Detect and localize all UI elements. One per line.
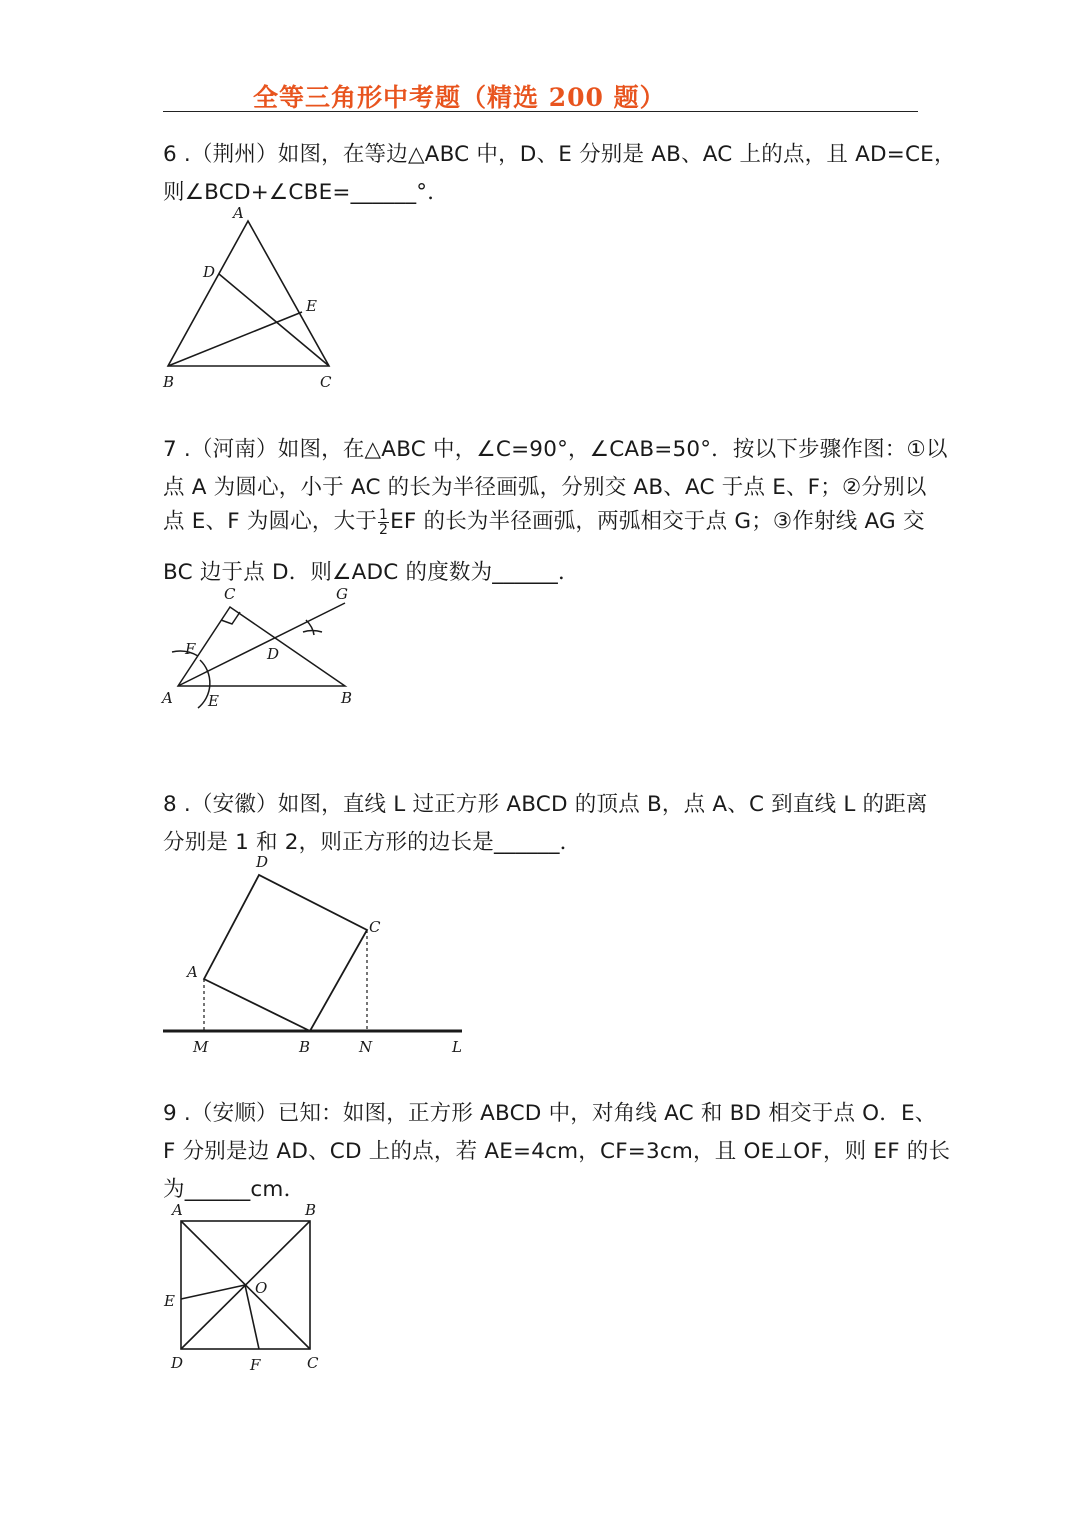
label-b-8: B bbox=[299, 1038, 311, 1056]
label-c-7: C bbox=[224, 585, 236, 603]
problem-7-line-4: BC 边于点 D．则∠ADC 的度数为______． bbox=[163, 560, 580, 585]
problem-7-line-2: 点 A 为圆心，小于 AC 的长为半径画弧，分别交 AB、AC 于点 E、F；②分别以 bbox=[163, 475, 927, 500]
label-e-9: E bbox=[164, 1292, 175, 1310]
label-o-9: O bbox=[255, 1279, 268, 1297]
fraction-denominator: 2 bbox=[379, 521, 389, 538]
label-a-7: A bbox=[162, 689, 173, 707]
label-a: A bbox=[233, 204, 244, 222]
problem-7-line-3-text: 点 E、F 为圆心，大于 bbox=[163, 509, 378, 534]
label-c-9: C bbox=[307, 1354, 319, 1372]
fraction-numerator: 1 bbox=[379, 506, 389, 523]
label-a-8: A bbox=[187, 963, 198, 981]
label-a-9: A bbox=[172, 1201, 183, 1219]
problem-8-line-1: 8 .（安徽）如图，直线 L 过正方形 ABCD 的顶点 B，点 A、C 到直线 L 的距离 bbox=[163, 792, 928, 817]
problem-7-line-3-text-2: EF 的长为半径画弧，两弧相交于点 G；③作射线 AG 交 bbox=[390, 509, 925, 534]
label-d-9: D bbox=[171, 1354, 184, 1372]
label-b-7: B bbox=[341, 689, 353, 707]
label-f-7: F bbox=[185, 640, 196, 658]
label-c-8: C bbox=[369, 918, 381, 936]
label-b: B bbox=[163, 373, 175, 391]
label-c: C bbox=[320, 373, 332, 391]
label-e: E bbox=[306, 297, 317, 315]
problem-6-line-1: 6 .（荆州）如图，在等边△ABC 中，D、E 分别是 AB、AC 上的点，且 AD=CE， bbox=[163, 142, 956, 167]
problem-9-line-1: 9 .（安顺）已知：如图，正方形 ABCD 中，对角线 AC 和 BD 相交于点 O．E、 bbox=[163, 1101, 937, 1126]
problem-8-line-2: 分别是 1 和 2，则正方形的边长是______． bbox=[163, 830, 582, 855]
problem-9-line-3: 为______cm． bbox=[163, 1177, 306, 1202]
label-e-7: E bbox=[208, 692, 219, 710]
label-m-8: M bbox=[193, 1038, 209, 1056]
label-g-7: G bbox=[336, 585, 348, 603]
label-l-8: L bbox=[452, 1038, 462, 1056]
problem-7-line-1: 7 .（河南）如图，在△ABC 中，∠C=90°，∠CAB=50°．按以下步骤作图：①以 bbox=[163, 437, 948, 462]
segment-oe bbox=[181, 1285, 245, 1299]
problem-9-line-2: F 分别是边 AD、CD 上的点，若 AE=4cm，CF=3cm，且 OE⊥OF，则 EF 的长 bbox=[163, 1139, 951, 1164]
label-n-8: N bbox=[359, 1038, 373, 1056]
label-d-8: D bbox=[256, 853, 269, 871]
label-f-9: F bbox=[250, 1356, 261, 1374]
label-d-7: D bbox=[267, 645, 280, 663]
label-b-9: B bbox=[305, 1201, 317, 1219]
page-title: 全等三角形中考题（精选 200 题） bbox=[253, 83, 666, 112]
problem-6-line-2: 则∠BCD+∠CBE=______°． bbox=[163, 180, 449, 205]
label-d: D bbox=[203, 263, 216, 281]
